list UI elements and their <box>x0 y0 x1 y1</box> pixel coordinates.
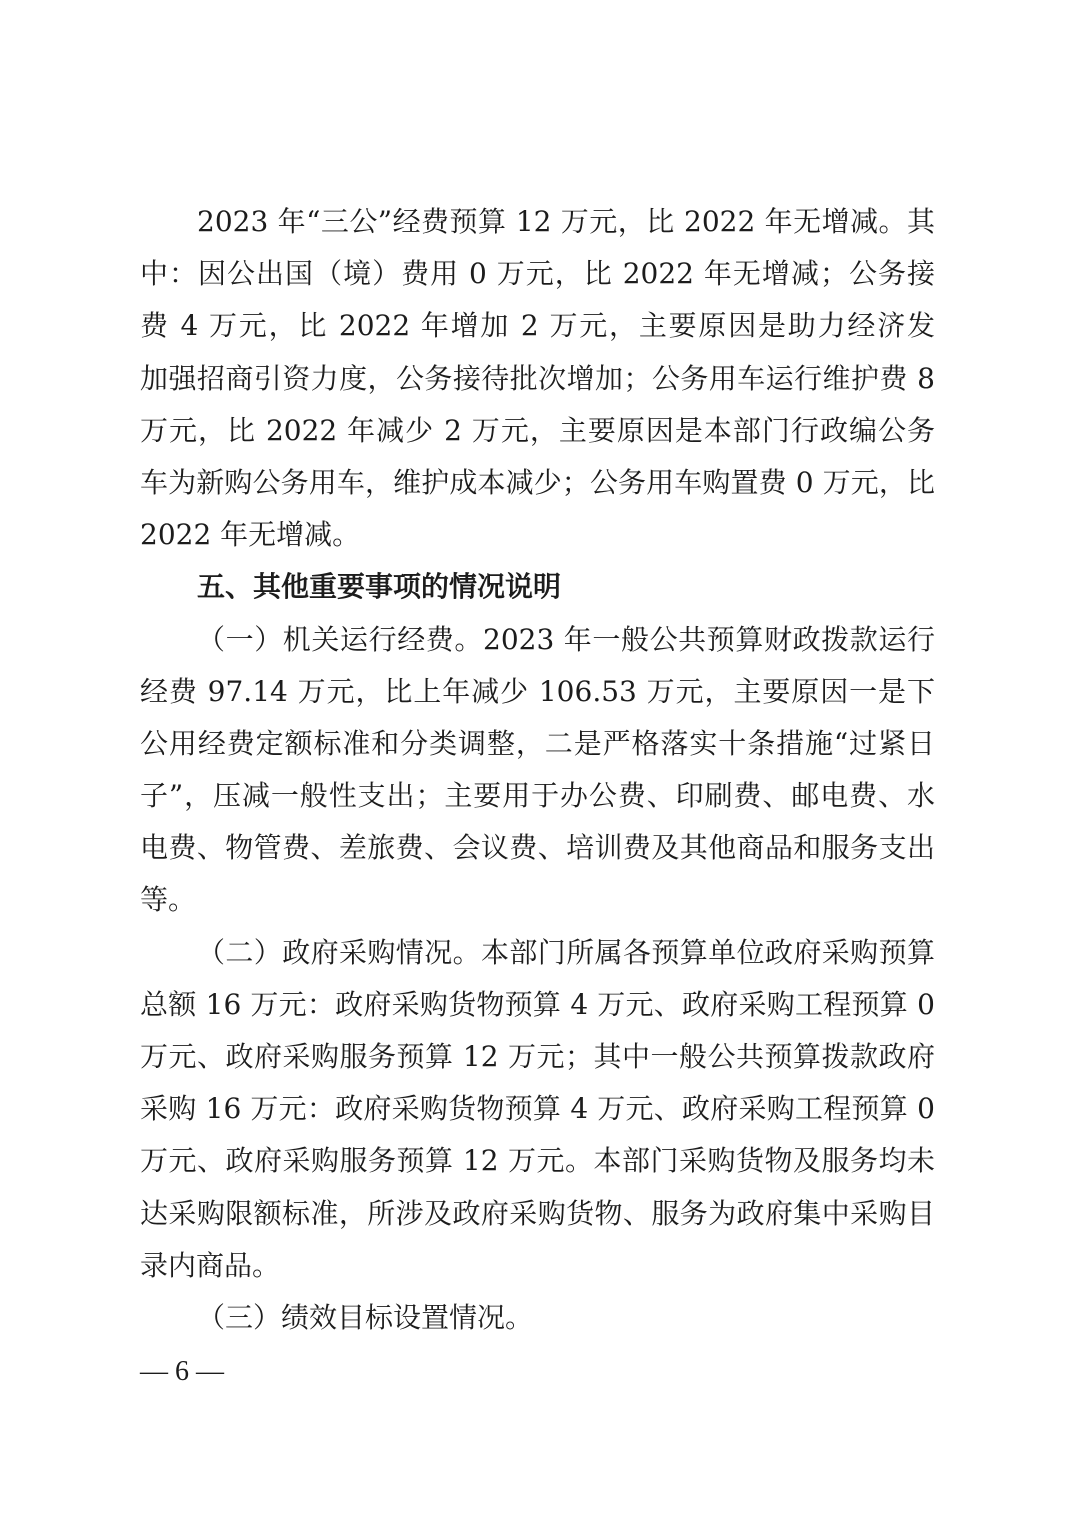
body-line: 总额 16 万元：政府采购货物预算 4 万元、政府采购工程预算 0 <box>140 987 935 1021</box>
body-line <box>140 614 935 666</box>
paragraph-performance-targets <box>140 1292 935 1344</box>
item-lead-government-procurement: （二）政府采购情况。 <box>197 935 481 969</box>
page-number-footer: — 6 — <box>140 1356 224 1387</box>
body-line: 等。 <box>140 883 197 917</box>
body-line: 采购 16 万元：政府采购货物预算 4 万元、政府采购工程预算 0 <box>140 1092 935 1126</box>
body-line: 子”，压减一般性支出；主要用于办公费、印刷费、邮电费、水 <box>140 779 935 813</box>
body-line-text: 本部门所属各预算单位政府采购预算 <box>481 935 935 969</box>
section-heading: 五、其他重要事项的情况说明 <box>197 570 562 604</box>
body-line-text: 2023 年一般公共预算财政拨款运行 <box>483 622 935 656</box>
item-lead-performance-targets: （三）绩效目标设置情况。 <box>197 1300 534 1334</box>
body-line: 加强招商引资力度，公务接待批次增加；公务用车运行维护费 8 <box>140 361 935 395</box>
body-line: 电费、物管费、差旅费、会议费、培训费及其他商品和服务支出 <box>140 831 935 865</box>
body-line <box>140 1292 935 1344</box>
body-line: 公用经费定额标准和分类调整，二是严格落实十条措施“过紧日 <box>140 726 935 760</box>
body-line: 2023 年“三公”经费预算 12 万元，比 2022 年无增减。其 <box>197 205 935 238</box>
document-body <box>140 196 935 1344</box>
body-line: 万元、政府采购服务预算 12 万元。本部门采购货物及服务均未 <box>140 1144 935 1178</box>
item-lead-operating-expenses: （一）机关运行经费。 <box>197 622 484 656</box>
body-line <box>140 927 935 979</box>
paragraph-operating-expenses <box>140 614 935 927</box>
body-line: 经费 97.14 万元，比上年减少 106.53 万元，主要原因一是下 <box>140 674 935 708</box>
body-line: 2022 年无增减。 <box>140 518 361 552</box>
body-line: 万元，比 2022 年减少 2 万元，主要原因是本部门行政编公务 <box>140 413 935 447</box>
body-line: 中：因公出国（境）费用 0 万元，比 2022 年无增减；公务接 <box>140 257 935 291</box>
paragraph-government-procurement <box>140 927 935 1292</box>
body-line: 万元、政府采购服务预算 12 万元；其中一般公共预算拨款政府 <box>140 1040 935 1073</box>
body-line: 录内商品。 <box>140 1248 281 1282</box>
body-line: 达采购限额标准，所涉及政府采购货物、服务为政府集中采购目 <box>140 1196 935 1230</box>
body-line: 费 4 万元，比 2022 年增加 2 万元，主要原因是助力经济发 <box>140 309 935 343</box>
paragraph-three-public-expenses <box>140 196 935 561</box>
body-line: 车为新购公务用车，维护成本减少；公务用车购置费 0 万元，比 <box>140 465 935 499</box>
